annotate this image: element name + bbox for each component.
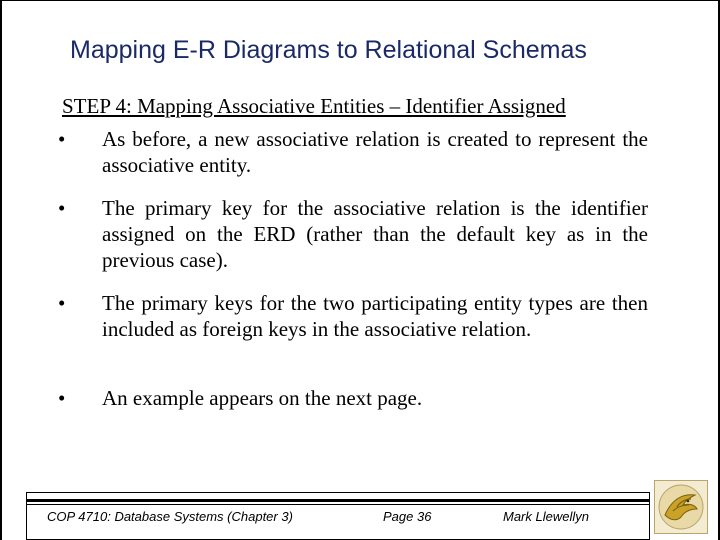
bullet-item-1	[56, 126, 648, 178]
bullet-marker: •	[58, 127, 66, 151]
footer-course: COP 4710: Database Systems (Chapter 3)	[47, 509, 293, 524]
footer-rule	[27, 499, 649, 502]
pegasus-logo-icon	[654, 480, 708, 534]
footer-page-number: Page 36	[383, 509, 432, 524]
bullet-item-4	[56, 385, 648, 411]
footer-author: Mark Llewellyn	[503, 509, 589, 524]
bullet-item-3	[56, 290, 648, 342]
bullet-text: As before, a new associative relation is created to represent the associative entity.	[102, 127, 648, 177]
bullet-text: An example appears on the next page.	[102, 386, 423, 410]
bullet-marker: •	[58, 291, 66, 315]
slide-footer	[26, 492, 650, 540]
bullet-text: The primary key for the associative relation is the identifier assigned on the ERD (rather than the default key as in the previous case).	[102, 196, 648, 272]
bullet-text: The primary keys for the two participating entity types are then included as foreign keys in the associative relation.	[102, 291, 648, 341]
footer-rule-thin	[27, 504, 649, 505]
slide-title: Mapping E-R Diagrams to Relational Schemas	[70, 36, 587, 64]
bullet-item-2	[56, 195, 648, 273]
bullet-marker: •	[58, 196, 66, 220]
step-heading: STEP 4: Mapping Associative Entities – Identifier Assigned	[62, 94, 566, 118]
bullet-marker: •	[58, 386, 66, 410]
